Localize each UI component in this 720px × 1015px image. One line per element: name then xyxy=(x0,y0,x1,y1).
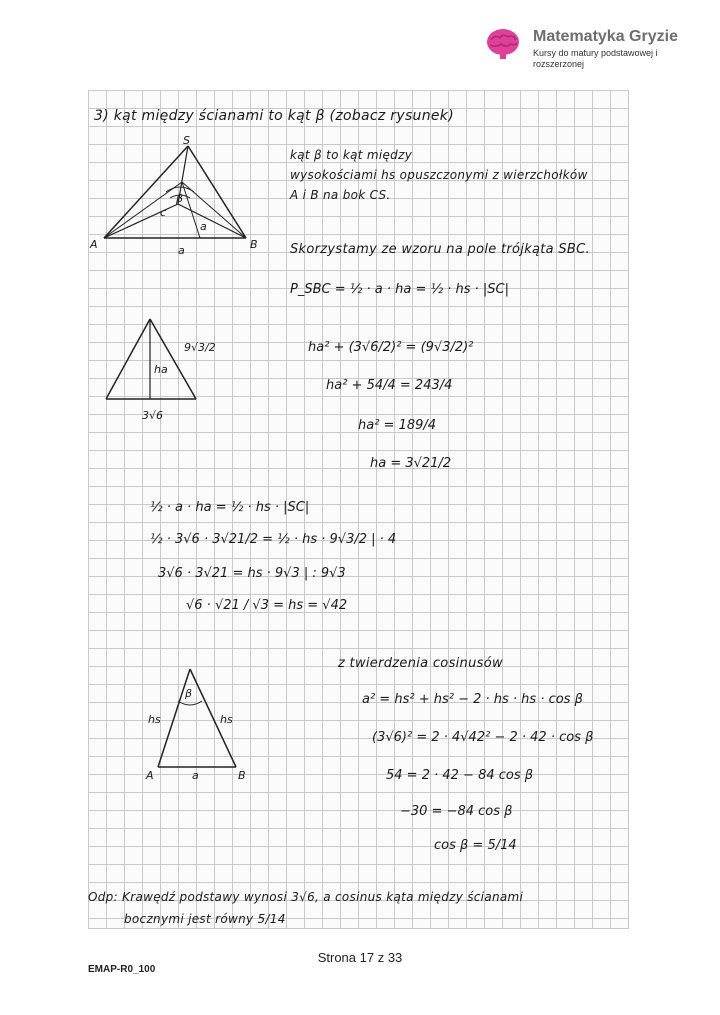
area-step: √6 · √21 / √3 = hs = √42 xyxy=(186,598,348,613)
cosine-step: 54 = 2 · 42 − 84 cos β xyxy=(386,768,534,783)
pyramid-figure xyxy=(88,134,278,257)
cosine-step: −30 = −84 cos β xyxy=(400,804,513,819)
document-code: EMAP-R0_100 xyxy=(88,964,156,975)
fig2-label-side: 9√3/2 xyxy=(184,341,216,354)
fig1-label-a: A xyxy=(90,238,98,251)
area-step: ½ · a · ha = ½ · hs · |SC| xyxy=(150,500,310,515)
fig1-label-b: B xyxy=(250,238,258,251)
brand-tagline: Kursy do matury podstawowej i rozszerzonej xyxy=(533,48,658,69)
pythagoras-step: ha = 3√21/2 xyxy=(370,456,452,471)
fig3-label-right-side: hs xyxy=(220,713,233,726)
cosine-step: (3√6)² = 2 · 4√42² − 2 · 42 · cos β xyxy=(372,730,594,745)
brand-name: Matematyka Gryzie xyxy=(533,28,678,45)
fig3-label-left-side: hs xyxy=(148,713,161,726)
fig1-label-s: S xyxy=(183,134,190,147)
area-step: ½ · 3√6 · 3√21/2 = ½ · hs · 9√3/2 | · 4 xyxy=(150,532,397,547)
height-triangle-figure xyxy=(100,315,240,425)
note-line-2: wysokościami hs opuszczonymi z wierzchołków xyxy=(290,168,588,182)
cosine-step: cos β = 5/14 xyxy=(434,838,517,853)
fig3-label-beta: β xyxy=(185,687,193,700)
area-formula: P_SBC = ½ · a · ha = ½ · hs · |SC| xyxy=(290,282,509,297)
fig1-label-c: c xyxy=(160,206,167,219)
answer-line-2: bocznymi jest równy 5/14 xyxy=(124,912,286,926)
brain-icon xyxy=(485,26,521,60)
fig1-label-base: a xyxy=(178,244,185,257)
fig3-label-base: a xyxy=(192,769,199,782)
note-line-1: kąt β to kąt między xyxy=(290,148,413,162)
pythagoras-step: ha² + 54/4 = 243/4 xyxy=(326,378,453,393)
formula-intro: Skorzystamy ze wzoru na pole trójkąta SBC. xyxy=(290,242,590,257)
answer-line-1: Odp: Krawędź podstawy wynosi 3√6, a cosinus kąta między ścianami xyxy=(88,890,524,904)
fig3-label-b: B xyxy=(238,769,246,782)
problem-heading: 3) kąt między ścianami to kąt β (zobacz rysunek) xyxy=(94,108,454,124)
fig2-label-height: ha xyxy=(154,363,168,376)
note-line-3: A i B na bok CS. xyxy=(290,188,391,202)
pythagoras-step: ha² = 189/4 xyxy=(358,418,437,433)
fig3-label-a: A xyxy=(146,769,154,782)
isosceles-triangle-figure xyxy=(140,665,260,785)
fig1-label-beta: β xyxy=(176,192,184,205)
area-step: 3√6 · 3√21 = hs · 9√3 | : 9√3 xyxy=(158,566,346,581)
cosine-intro: z twierdzenia cosinusów xyxy=(338,656,503,671)
cosine-step: a² = hs² + hs² − 2 · hs · hs · cos β xyxy=(362,692,583,707)
page-number: Strona 17 z 33 xyxy=(317,950,403,965)
pythagoras-step: ha² + (3√6/2)² = (9√3/2)² xyxy=(308,340,474,355)
fig1-label-side: a xyxy=(200,220,207,233)
fig2-label-base: 3√6 xyxy=(142,409,164,422)
